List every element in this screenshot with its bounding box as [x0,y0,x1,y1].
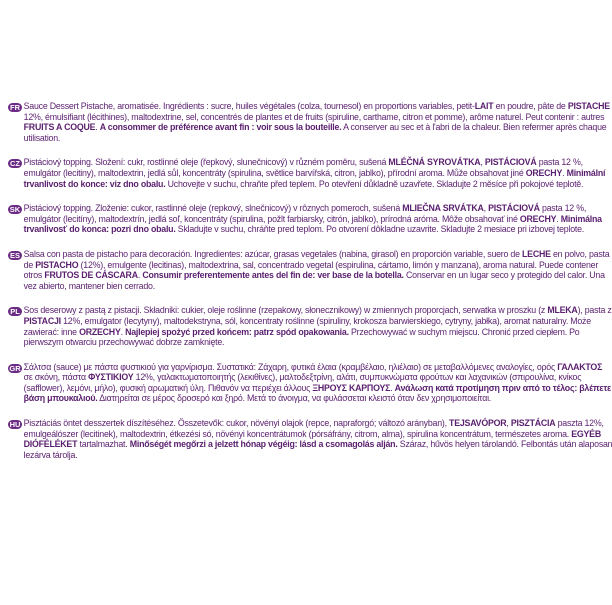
language-badge: FR [10,103,20,112]
ingredients-text [8,306,612,348]
text-segment: 12%, emulgator (lecytyny), maltodekstryna, sól, koncentraty roślinne (spiruliny, krokosza barwierskiego, cytryny, jabłka), aromat naturalny. Może zawierać: inne [23,315,591,338]
text-segment: . [556,213,561,225]
text-segment: Pistáciový topping. Zloženie: cukor, rastlinné oleje (repkový, slnečnicový) v rôznych pomeroch, sušená [23,203,403,215]
emphasized-text: MLIEČNA SRVÁTKA [402,203,484,215]
ingredients-text [8,419,612,461]
language-badge: ES [9,250,20,260]
emphasized-text: FRUTOS DE CÁSCARA [44,270,138,282]
language-badge: PL [8,307,22,316]
emphasized-text: Minimálna trvanlivosť do konca: pozri dno obalu. [23,213,602,236]
emphasized-text: PISTACHE [567,101,610,112]
language-block-es [8,248,610,292]
emphasized-text: EGYÉB DIÓFÉLÉKET [23,428,601,451]
text-segment: , [480,157,485,169]
text-segment: σε σκόνη, πάστα [23,372,89,384]
language-block-pl [8,305,612,349]
emphasized-text: Minőségét megőrzi a jelzett hónap végéig: lásd a csomagolás alján. [129,439,398,451]
text-segment: , [483,203,489,215]
emphasized-text: ORECHY [519,213,557,225]
emphasized-text: Ανάλωση κατά προτίμηση πριν από το τέλος: βλέπετε βάση μπουκαλιού. [23,382,612,405]
ingredients-text [8,158,612,190]
text-segment: Uchovejte v suchu, chraňte před teplem. Po otevření důkladně uzavřete. Skladujte 2 měsíce při pokojové teplotě. [165,178,584,190]
emphasized-text: MLÉČNÁ SYROVÁTKA [388,157,481,169]
text-segment: Skladujte v suchu, chráňte pred teplom. Po otvorení dôkladne uzavrite. Skladujte 2 mesiace pri izbovej teplote. [175,224,585,236]
language-block-hu [8,418,612,461]
language-badge: HU [9,420,21,430]
emphasized-text: LECHE [522,248,551,260]
text-segment: Pistáciový topping. Složení: cukr, rostlinné oleje (řepkový, slunečnicový) v různém poměru, sušená [23,157,389,169]
ingredients-text [8,204,612,236]
text-segment: A conserver au sec et à l'abri de la chaleur. Bien refermer après chaque utilisation. [23,122,607,144]
ingredients-text [8,102,612,144]
language-block-cz [8,157,606,190]
language-badge: CZ [10,159,20,169]
emphasized-text: PISTACJI [23,315,61,327]
emphasized-text: ΞΗΡΟΥΣ ΚΑΡΠΟΥΣ [312,382,391,394]
text-segment: (12%), emulgente (lecitinas), maltodextrina, sal, concentrado vegetal (espirulina, cártamo, limón y manzana), aroma natural. Puede contener otros [23,259,599,282]
text-segment: Σάλτσα (sauce) με πάστα φυστικιού για γαρνίρισμα. Συστατικά: Ζάχαρη, φυτικά έλαια (κραμβέλαιο, ηλιέλαιο) σε μεταβαλλόμενες αναλογίες, ορός [23,361,558,373]
emphasized-text: PISTÁCIOVÁ [488,203,540,215]
language-badge: SK [9,205,21,215]
text-segment: Διατηρείται σε μέρος δροσερό και ξηρό. Μετά το άνοιγμα, να φυλάσσεται κλειστό όταν δεν χρησιμοποιείται. [97,393,492,405]
emphasized-text: ORECHY [525,167,563,179]
text-segment: Conservar en un lugar seco y protegido del calor. Una vez abierto, mantener bien cerrado. [23,270,605,292]
text-segment: , [506,418,511,430]
emphasized-text: ΦΥΣΤΙΚΙΟΥ [88,372,134,384]
text-segment: Przechowywać w suchym miejscu. Chronić przed ciepłem. Po pierwszym otwarciu przechowywać dobrze zamknięte. [23,326,580,349]
text-segment: pasta 12 %, emulgátor (lecitiny), maltodextrin, jedlá sůl, koncentráty (spirulina, světlice barvířská, citron, jablko), přírodní aroma. Může obsahovat jiné [23,157,583,179]
text-segment: tartalmazhat. [77,439,130,451]
language-block-gr [8,361,612,405]
text-segment: en polvo, pasta de [23,248,610,271]
product-label-text [8,101,612,475]
text-segment: en poudre, pâte de [493,101,568,112]
emphasized-text: Consumir preferentemente antes del fin de: ver base de la botella. [142,270,404,282]
text-segment: ), pasta z [577,305,612,317]
text-segment: pasta 12 %, emulgátor (lecitíny), maltodextrín, jedlá soľ, koncentráty (spirulina, požlt farbiarsky, citrón, jablko), prírodná aróma. Môže obsahovať iné [23,203,587,225]
emphasized-text: MLEKA [547,305,578,317]
emphasized-text: Minimální trvanlivost do konce: viz dno obalu. [23,167,606,190]
emphasized-text: PISZTÁCIA [510,418,556,430]
emphasized-text: FRUITS A COQUE [23,122,96,134]
emphasized-text: PISTACHO [35,259,79,271]
emphasized-text: ΓΑΛΑΚΤΟΣ [557,361,603,373]
emphasized-text: TEJSAVÓPOR [449,418,507,430]
text-segment: . [390,382,395,394]
text-segment: paszta 12%, emulgeálószer (lecitinek), maltodextrin, étkezési só, növényi koncentrátumok (pórsáfrány, citrom, alma), spirulina koncentrátum, természetes aroma. [23,418,604,440]
text-segment: 12%, γαλακτωματοποιητής (λεκιθίνες), μαλτοδεξτρίνη, αλάτι, συμπυκνώματα φρούτων και λαχανικών (σπιρουλίνα, κνίκος (safflower), λεμόνι, μήλο), φυσική αρωματική ύλη. Πιθανόν να περιέχει άλλους [23,372,582,394]
emphasized-text: Najlepiej spożyć przed końcem: patrz spód opakowania. [125,326,349,338]
language-block-sk [8,204,600,236]
language-badge: GR [9,363,21,373]
text-segment: Sos deserowy z pastą z pistacji. Składniki: cukier, oleje roślinne (rzepakowy, słonecznikowy) w zmiennych proporcjach, serwatka w proszku (z [23,305,548,317]
ingredients-text [8,363,612,405]
emphasized-text: LAIT [474,101,494,112]
text-segment: 12%, émulsifiant (lécithines), maltodextrine, sel, concentrés de plantes et de fruits (spiruline, carthame, citron et pomme), arôme naturel. Peut contenir : autres [23,111,605,123]
emphasized-text: PISTÁCIOVÁ [484,157,537,169]
ingredients-text [8,250,612,292]
language-block-fr [8,101,610,144]
emphasized-text: A consommer de préférence avant fin : voir sous la bouteille. [99,122,342,134]
text-segment: . [137,270,143,282]
text-segment: . [562,167,567,179]
text-segment: Pisztáciás öntet desszertek díszítéséhez. Összetevők: cukor, növényi olajok (repce, napraforgó; változó arányban), [23,418,450,430]
text-segment: Száraz, hűvös helyen tárolandó. Felbontás után alaposan lezárva tárolja. [23,439,612,461]
text-segment: . [120,326,126,338]
emphasized-text: ORZECHY [79,326,121,338]
text-segment: Sauce Dessert Pistache, aromatisée. Ingrédients : sucre, huiles végétales (colza, tournesol) en proportions variables, petit- [23,101,475,112]
text-segment: . [95,122,100,134]
text-segment: Salsa con pasta de pistacho para decoración. Ingredientes: azúcar, grasas vegetales (nabina, girasol) en proporción variable, suero de [23,248,523,260]
